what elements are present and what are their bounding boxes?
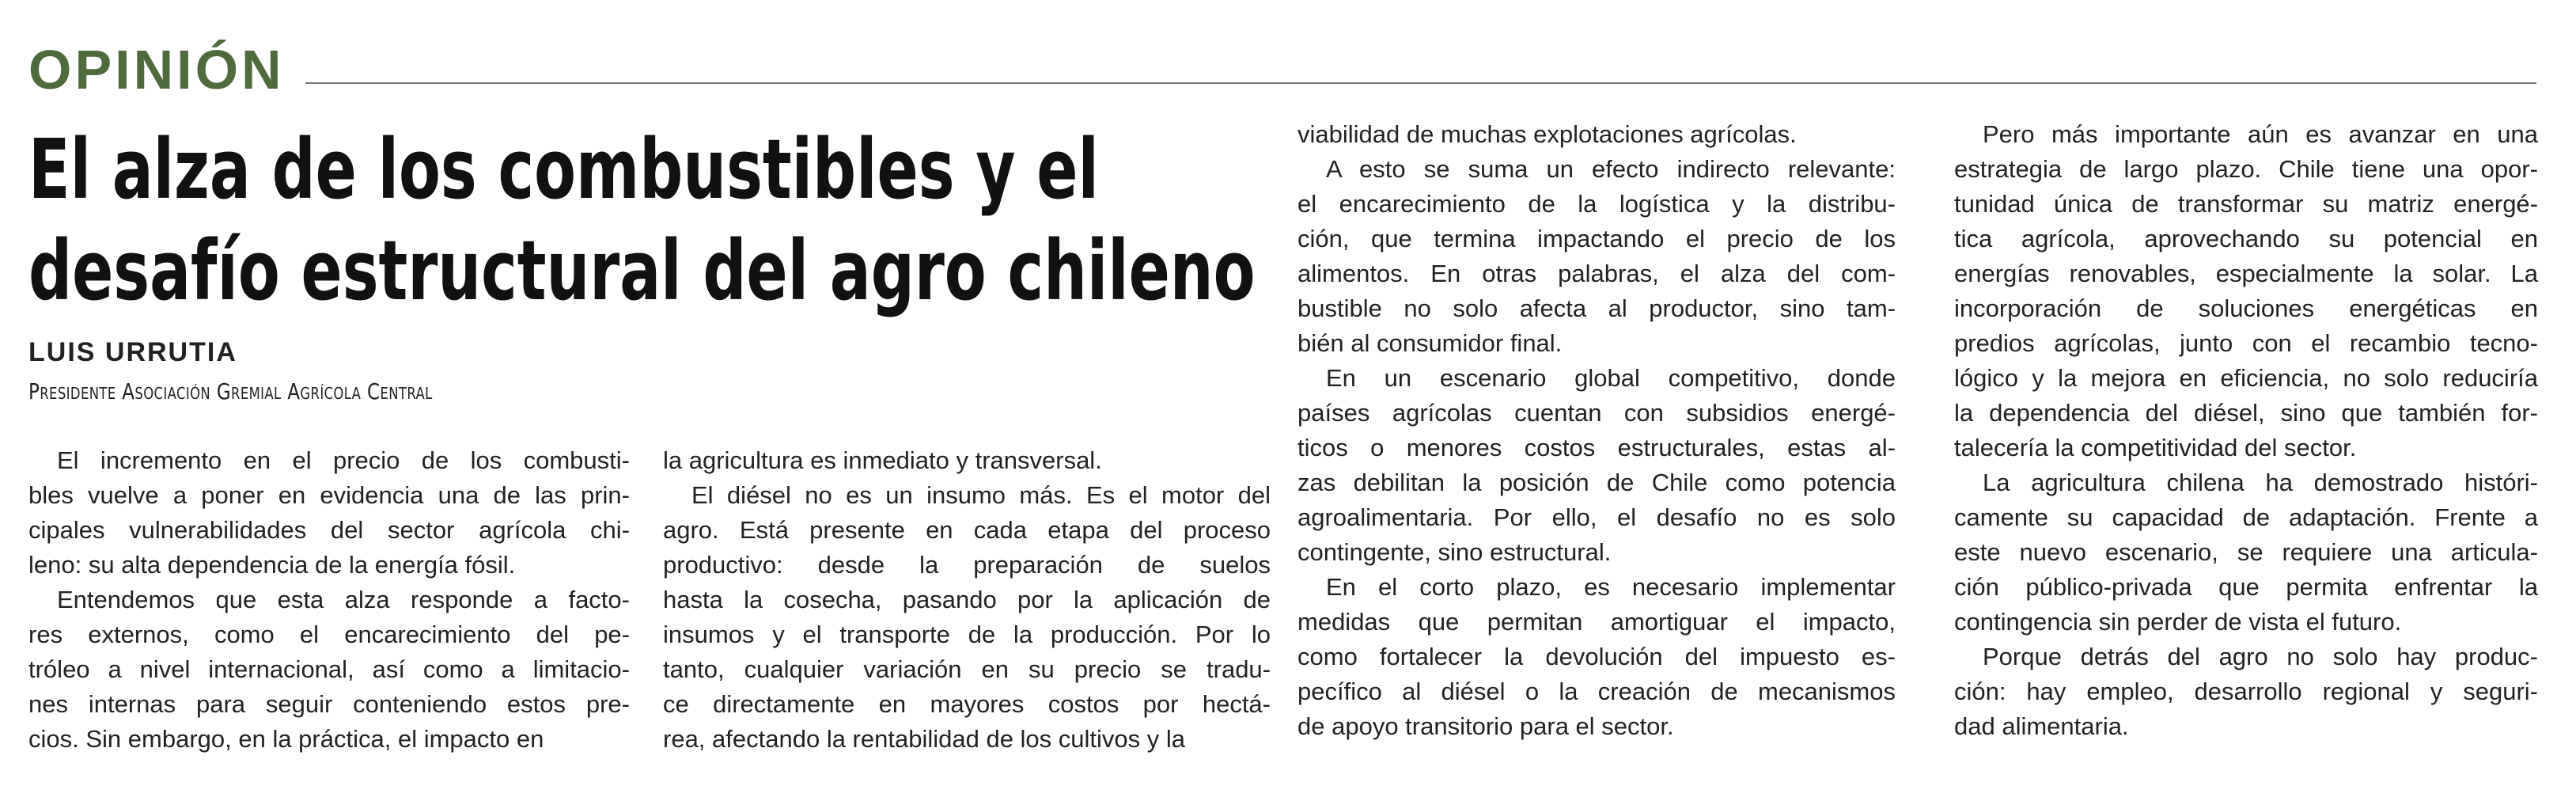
article-column-1 <box>28 443 630 757</box>
text-line: zas debilitan la posición de Chile como potencia <box>1297 469 1896 496</box>
article-column-3 <box>1297 117 1896 744</box>
text-line: rea, afectando la rentabilidad de los cultivos y la <box>663 725 1186 753</box>
text-line: el encarecimiento de la logística y la distribu- <box>1297 190 1896 218</box>
text-line: bién al consumidor final. <box>1297 329 1563 357</box>
article-headline <box>28 119 1256 321</box>
text-line: El incremento en el precio de los combusti- <box>57 446 630 474</box>
text-line: Porque detrás del agro no solo hay produc- <box>1983 643 2538 670</box>
text-line: energías renovables, especialmente la solar. La <box>1954 260 2538 287</box>
text-line: En un escenario global competitivo, donde <box>1326 364 1896 392</box>
text-line: contingente, sino estructural. <box>1297 538 1612 566</box>
text-line: alimentos. En otras palabras, el alza del com- <box>1297 260 1896 287</box>
text-line: leno: su alta dependencia de la energía fósil. <box>28 551 516 579</box>
text-line: hasta la cosecha, pasando por la aplicación de <box>663 586 1271 613</box>
text-line: ticos o menores costos estructurales, estas al- <box>1297 434 1896 461</box>
text-line: tróleo a nivel internacional, así como a limitacio- <box>28 655 630 683</box>
text-line: viabilidad de muchas explotaciones agrícolas. <box>1297 120 1797 148</box>
text-line: la agricultura es inmediato y transversal. <box>663 446 1102 474</box>
article-column-4 <box>1954 117 2538 744</box>
text-line: la dependencia del diésel, sino que también for- <box>1954 399 2538 427</box>
text-line: En el corto plazo, es necesario implementar <box>1326 573 1896 601</box>
section-label: OPINIÓN <box>28 39 285 101</box>
author-name: LUIS URRUTIA <box>28 337 237 367</box>
author-role: Presidente Asociación Gremial Agrícola Central <box>28 378 433 404</box>
text-line: estrategia de largo plazo. Chile tiene una opor- <box>1954 155 2538 183</box>
text-line: tanto, cualquier variación en su precio se tradu- <box>663 655 1271 683</box>
text-line: cipales vulnerabilidades del sector agrícola chi- <box>28 516 630 544</box>
headline-line-1: El alza de los combustibles y el <box>28 121 1099 218</box>
text-line: productivo: desde la preparación de suelos <box>663 551 1271 579</box>
section-divider <box>305 82 2536 84</box>
text-line: de apoyo transitorio para el sector. <box>1297 712 1674 740</box>
text-line: insumos y el transporte de la producción. Por lo <box>663 621 1271 648</box>
text-line: cios. Sin embargo, en la práctica, el impacto en <box>28 725 544 753</box>
text-line: bles vuelve a poner en evidencia una de las prin- <box>28 481 630 509</box>
text-line: agro. Está presente en cada etapa del proceso <box>663 516 1271 544</box>
text-line: La agricultura chilena ha demostrado históri- <box>1983 469 2538 496</box>
text-line: lógico y la mejora en eficiencia, no solo reduciría <box>1954 364 2538 392</box>
text-line: ción, que termina impactando el precio de los <box>1297 225 1896 252</box>
text-line: Entendemos que esta alza responde a facto- <box>57 586 630 613</box>
text-line: este nuevo escenario, se requiere una articula- <box>1954 538 2538 566</box>
text-line: incorporación de soluciones energéticas en <box>1954 294 2538 322</box>
text-line: tunidad única de transformar su matriz energé- <box>1954 190 2538 218</box>
text-line: ción público-privada que permita enfrentar la <box>1954 573 2538 601</box>
text-line: nes internas para seguir conteniendo estos pre- <box>28 690 630 718</box>
text-line: países agrícolas cuentan con subsidios energé- <box>1297 399 1896 427</box>
text-line: medidas que permitan amortiguar el impacto, <box>1297 608 1896 636</box>
text-line: ce directamente en mayores costos por hectá- <box>663 690 1271 718</box>
text-line: dad alimentaria. <box>1954 712 2129 740</box>
section-header <box>28 38 2536 101</box>
text-line: res externos, como el encarecimiento del pe- <box>28 621 630 648</box>
text-line: contingencia sin perder de vista el futuro. <box>1954 608 2402 636</box>
headline-line-2: desafío estructural del agro chileno <box>28 222 1256 319</box>
text-line: tica agrícola, aprovechando su potencial en <box>1954 225 2538 252</box>
text-line: predios agrícolas, junto con el recambio tecno- <box>1954 329 2538 357</box>
text-line: El diésel no es un insumo más. Es el motor del <box>691 481 1271 509</box>
text-line: A esto se suma un efecto indirecto relevante: <box>1326 155 1896 183</box>
text-line: agroalimentaria. Por ello, el desafío no es solo <box>1297 503 1896 531</box>
article-column-2 <box>663 443 1271 757</box>
text-line: como fortalecer la devolución del impuesto es- <box>1297 643 1896 670</box>
text-line: bustible no solo afecta al productor, sino tam- <box>1297 294 1896 322</box>
text-line: ción: hay empleo, desarrollo regional y seguri- <box>1954 678 2538 705</box>
text-line: Pero más importante aún es avanzar en una <box>1983 120 2538 148</box>
text-line: talecería la competitividad del sector. <box>1954 434 2357 461</box>
text-line: pecífico al diésel o la creación de mecanismos <box>1297 678 1896 705</box>
text-line: camente su capacidad de adaptación. Frente a <box>1954 503 2538 531</box>
